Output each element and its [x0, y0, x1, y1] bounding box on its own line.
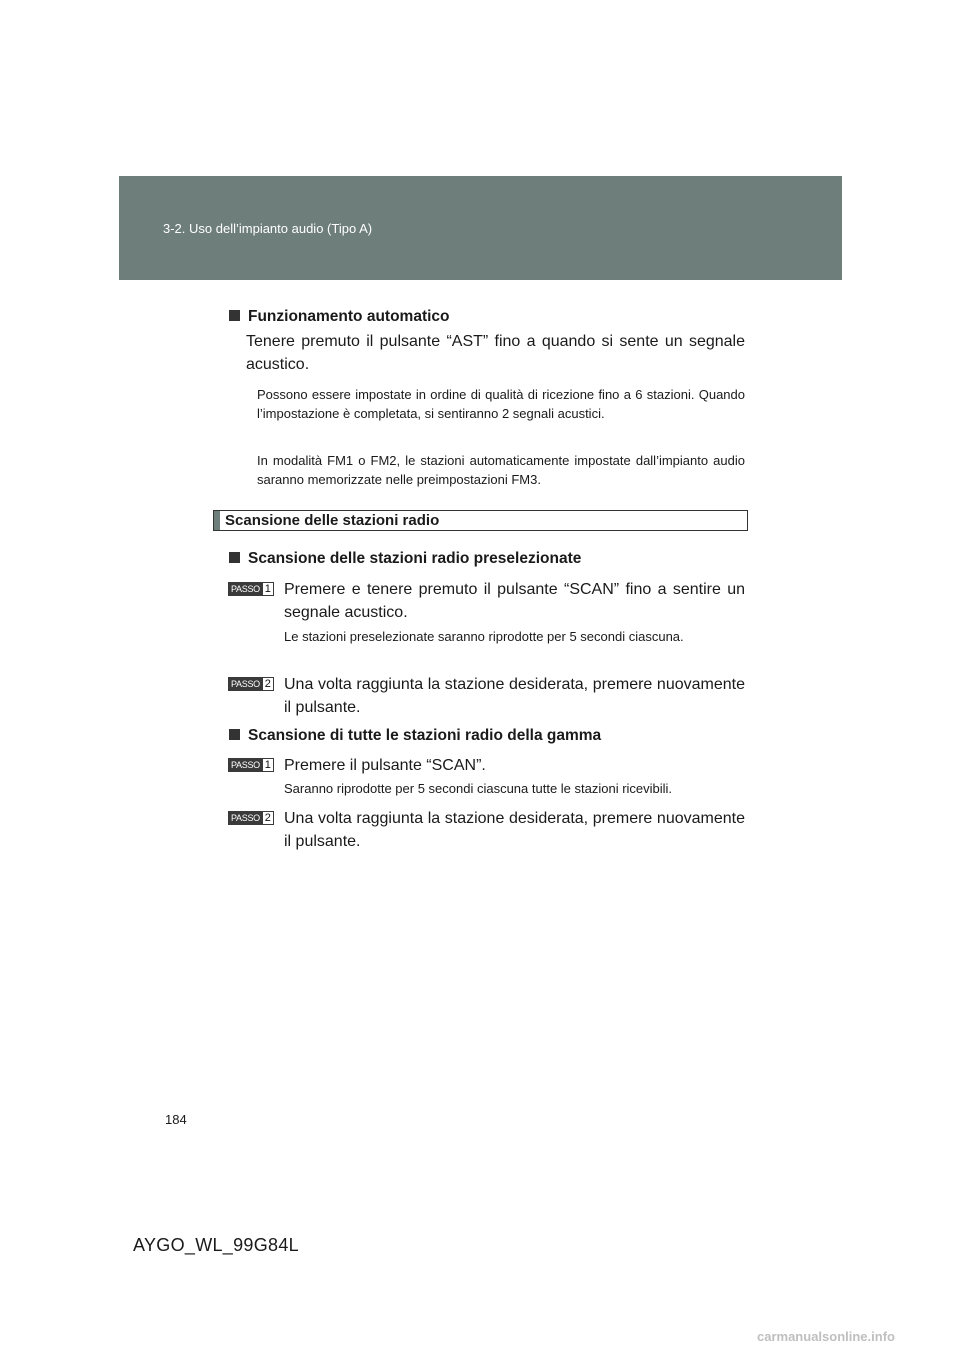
preset-step1-note: Le stazioni preselezionate saranno riprodotte per 5 secondi ciascuna. — [284, 629, 684, 644]
step-badge-1: PASSO 1 — [228, 758, 274, 772]
page-number: 184 — [165, 1112, 187, 1127]
auto-note-1: Possono essere impostate in ordine di qualità di ricezione fino a 6 stazioni. Quando l’impostazione è completata, si sentiranno 2 segnali acustici. — [257, 387, 745, 421]
section-title-box — [213, 510, 748, 531]
auto-note-2: In modalità FM1 o FM2, le stazioni automaticamente impostate dall’impianto audio saranno memorizzate nelle preimpostazioni FM3. — [257, 453, 745, 487]
square-bullet-icon — [229, 310, 240, 321]
preset-step2-text: Una volta raggiunta la stazione desiderata, premere nuovamente il pulsante. — [284, 676, 745, 716]
section-title: Scansione delle stazioni radio — [225, 512, 440, 529]
all-step1-note: Saranno riprodotte per 5 secondi ciascuna tutte le stazioni ricevibili. — [284, 781, 673, 796]
document-code: AYGO_WL_99G84L — [133, 1235, 299, 1255]
all-step2-text: Una volta raggiunta la stazione desiderata, premere nuovamente il pulsante. — [284, 810, 745, 850]
all-step1-text: Premere il pulsante “SCAN”. — [284, 757, 486, 774]
step-badge-2: PASSO 2 — [228, 677, 274, 691]
step-badge-1: PASSO 1 — [228, 582, 274, 596]
step-badge-2: PASSO 2 — [228, 811, 274, 825]
square-bullet-icon — [229, 552, 240, 563]
section-breadcrumb: 3-2. Uso dell’impianto audio (Tipo A) — [163, 221, 373, 236]
section-title-bar — [214, 511, 220, 530]
preset-step1-text: Premere e tenere premuto il pulsante “SCAN” fino a sentire un segnale acustico. — [284, 581, 745, 621]
subheading-preset: Scansione delle stazioni radio preselezionate — [229, 550, 581, 568]
subheading-all: Scansione di tutte le stazioni radio della gamma — [229, 727, 601, 745]
square-bullet-icon — [229, 729, 240, 740]
auto-text: Tenere premuto il pulsante “AST” fino a quando si sente un segnale acustico. — [246, 333, 745, 373]
watermark: carmanualsonline.info — [757, 1329, 895, 1344]
subheading-auto: Funzionamento automatico — [229, 308, 450, 326]
